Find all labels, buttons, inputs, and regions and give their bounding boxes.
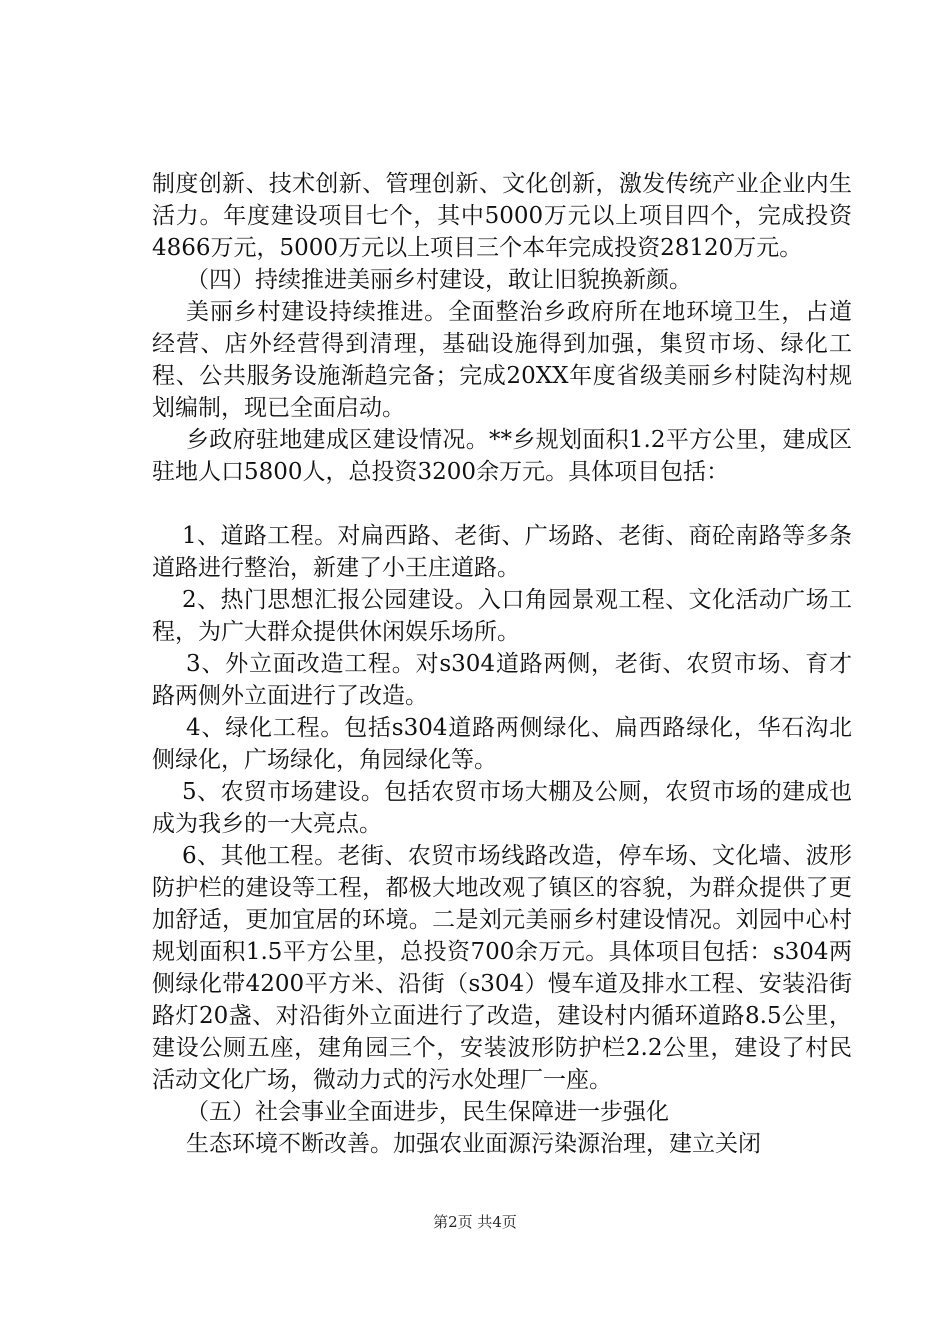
paragraph-continuation: 制度创新、技术创新、管理创新、文化创新，激发传统产业企业内生活力。年度建设项目七个，其中5000万元以上项目四个，完成投资4866万元，5000万元以上项目三个本年完成投资28120万元。 xyxy=(152,171,852,261)
list-item-4: 4、绿化工程。包括s304道路两侧绿化、扁西路绿化，华石沟北侧绿化，广场绿化，角园绿化等。 xyxy=(152,715,852,773)
list-item-6: 6、其他工程。老街、农贸市场线路改造，停车场、文化墙、波形防护栏的建设等工程，都极大地改观了镇区的容貌，为群众提供了更加舒适，更加宜居的环境。二是刘元美丽乡村建设情况。刘园中心村规划面积1.5平方公里，总投资700余万元。具体项目包括：s304两侧绿化带4200平方米、沿街（s304）慢车道及排水工程、安装沿街路灯20盏、对沿街外立面进行了改造，建设村内循环道路8.5公里，建设公厕五座，建角园三个，安装波形防护栏2.2公里，建设了村民活动文化广场，微动力式的污水处理厂一座。 xyxy=(152,843,852,1093)
section-heading-5: （五）社会事业全面进步，民生保障进一步强化 xyxy=(186,1099,669,1125)
paragraph-rural-construction: 美丽乡村建设持续推进。全面整治乡政府所在地环境卫生，占道经营、店外经营得到清理，基础设施得到加强，集贸市场、绿化工程、公共服务设施渐趋完备；完成20XX年度省级美丽乡村陡沟村规划编制，现已全面启动。 xyxy=(152,299,852,421)
paragraph-ecology: 生态环境不断改善。加强农业面源污染源治理，建立关闭 xyxy=(186,1131,761,1157)
section-heading-4: （四）持续推进美丽乡村建设，敢让旧貌换新颜。 xyxy=(186,267,692,293)
list-item-1: 1、道路工程。对扁西路、老街、广场路、老街、商砼南路等多条道路进行整治，新建了小王庄道路。 xyxy=(152,523,852,581)
list-item-2: 2、热门思想汇报公园建设。入口角园景观工程、文化活动广场工程，为广大群众提供休闲娱乐场所。 xyxy=(152,587,852,645)
page-number: 第2页 共4页 xyxy=(433,1213,517,1231)
paragraph-township-seat: 乡政府驻地建成区建设情况。**乡规划面积1.2平方公里，建成区驻地人口5800人，总投资3200余万元。具体项目包括： xyxy=(152,427,852,485)
list-item-5: 5、农贸市场建设。包括农贸市场大棚及公厕，农贸市场的建成也成为我乡的一大亮点。 xyxy=(152,779,852,837)
body-text xyxy=(152,168,852,1160)
list-item-3: 3、外立面改造工程。对s304道路两侧，老街、农贸市场、育才路两侧外立面进行了改造。 xyxy=(152,651,852,709)
